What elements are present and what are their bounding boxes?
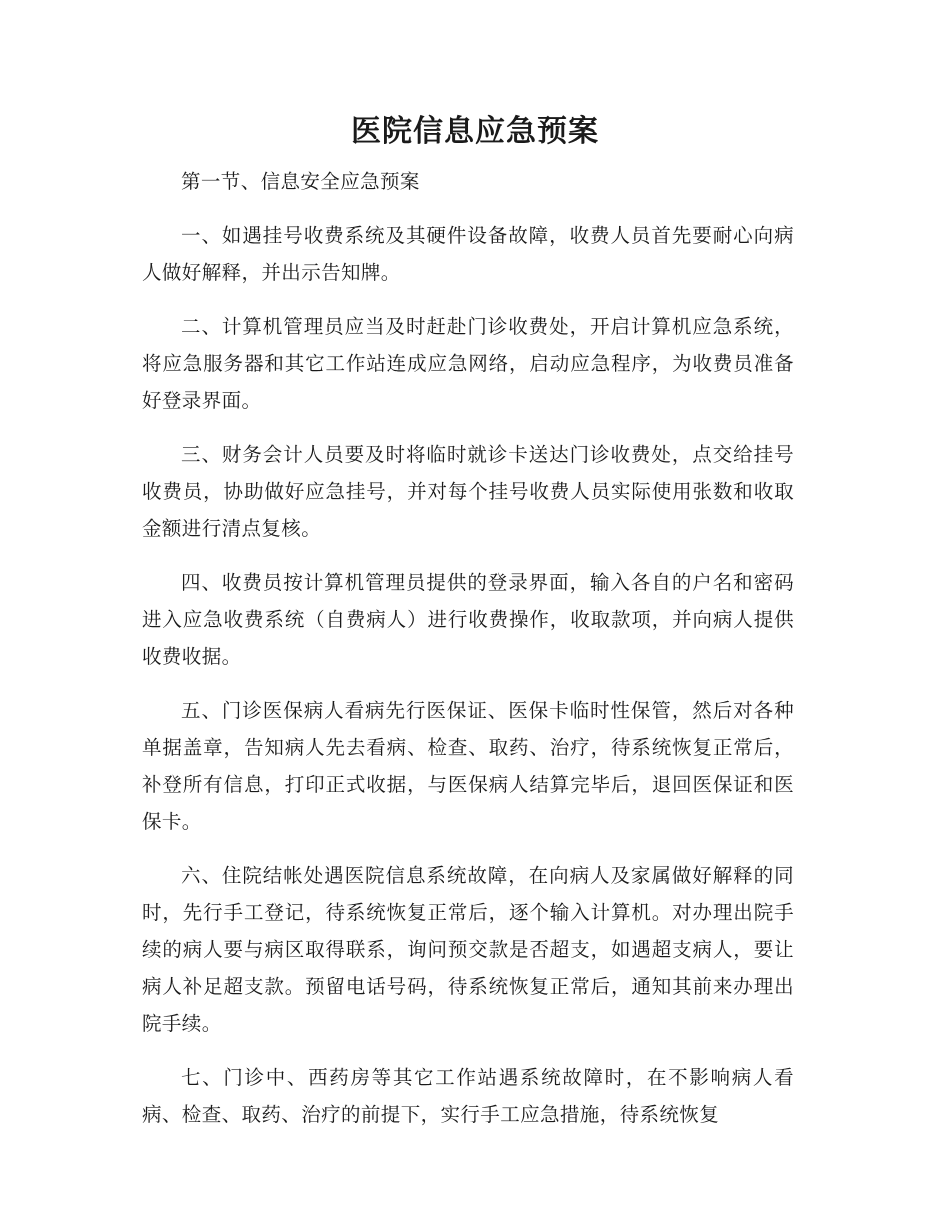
paragraph-2: 二、计算机管理员应当及时赶赴门诊收费处，开启计算机应急系统，将应急服务器和其它工作站连成应急网络，启动应急程序，为收费员准备好登录界面。 bbox=[142, 315, 794, 412]
paragraph-1: 一、如遇挂号收费系统及其硬件设备故障，收费人员首先要耐心向病人做好解释，并出示告知牌。 bbox=[142, 224, 794, 284]
document-body bbox=[142, 163, 794, 1150]
document-title: 医院信息应急预案 bbox=[351, 114, 599, 149]
paragraph-7: 七、门诊中、西药房等其它工作站遇系统故障时，在不影响病人看病、检查、取药、治疗的前提下，实行手工应急措施，待系统恢复 bbox=[142, 1066, 794, 1126]
paragraph-3: 三、财务会计人员要及时将临时就诊卡送达门诊收费处，点交给挂号收费员，协助做好应急挂号，并对每个挂号收费人员实际使用张数和收取金额进行清点复核。 bbox=[142, 443, 794, 540]
section-heading: 第一节、信息安全应急预案 bbox=[181, 170, 420, 193]
paragraph-6: 六、住院结帐处遇医院信息系统故障，在向病人及家属做好解释的同时，先行手工登记，待系统恢复正常后，逐个输入计算机。对办理出院手续的病人要与病区取得联系，询问预交款是否超支，如遇超支病人，要让病人补足超支款。预留电话号码，待系统恢复正常后，通知其前来办理出院手续。 bbox=[142, 864, 794, 1035]
paragraph-4: 四、收费员按计算机管理员提供的登录界面，输入各自的户名和密码进入应急收费系统（自费病人）进行收费操作，收取款项，并向病人提供收费收据。 bbox=[142, 571, 794, 668]
paragraph-5: 五、门诊医保病人看病先行医保证、医保卡临时性保管，然后对各种单据盖章，告知病人先去看病、检查、取药、治疗，待系统恢复正常后，补登所有信息，打印正式收据，与医保病人结算完毕后，退回医保证和医保卡。 bbox=[142, 699, 794, 833]
